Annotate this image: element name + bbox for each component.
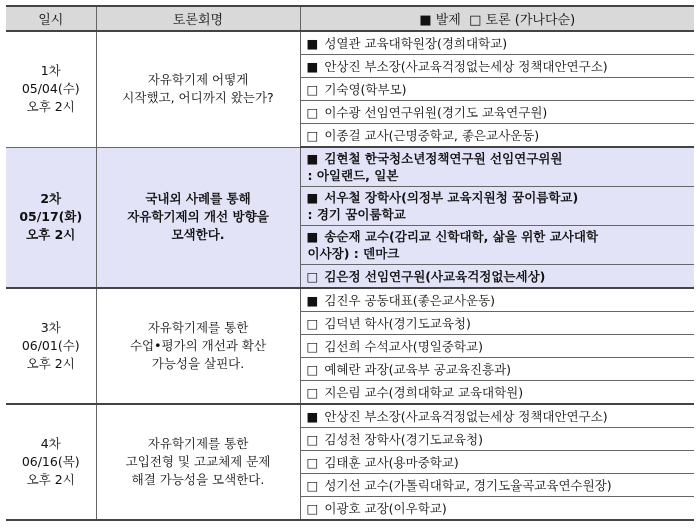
session-2-date-cell bbox=[6, 147, 96, 288]
session-label: 4차 bbox=[40, 436, 61, 451]
participant-text: 김성천 장학사(경기도교육청) bbox=[324, 432, 483, 447]
participant-cell bbox=[300, 78, 694, 101]
topic-line: 고입전형 및 고교체제 문제 bbox=[125, 454, 271, 469]
discussant-mark-icon: □ bbox=[306, 501, 319, 516]
participant-detail: : 경기 꿈이룸학교 bbox=[307, 207, 406, 222]
discussant-mark-icon: □ bbox=[306, 82, 319, 97]
session-4-topic-cell bbox=[96, 404, 300, 520]
session-3-topic-cell bbox=[96, 288, 300, 404]
presenter-mark-icon: ■ bbox=[306, 229, 319, 244]
session-date: 06/16(목) bbox=[21, 454, 80, 469]
participant-text: 김태훈 교사(용마중학교) bbox=[324, 455, 459, 470]
table-row bbox=[6, 404, 694, 428]
header-topic: 토론회명 bbox=[96, 6, 300, 31]
session-label: 3차 bbox=[40, 320, 61, 335]
session-date: 05/04(수) bbox=[21, 81, 80, 97]
participant-text: 이종걸 교사(근명중학교, 좋은교사운동) bbox=[324, 128, 540, 143]
participant-cell bbox=[300, 288, 694, 312]
participant-cell bbox=[300, 31, 694, 55]
participant-text: 예혜란 과장(교육부 공교육진흥과) bbox=[324, 362, 512, 377]
session-1-date-cell bbox=[6, 31, 96, 147]
discussant-mark-icon: □ bbox=[306, 339, 319, 354]
participant-text: 김덕년 학사(경기도교육청) bbox=[324, 316, 471, 331]
discussant-mark-icon: □ bbox=[306, 269, 319, 284]
participant-text: 서우철 장학사(의정부 교육지원청 꿈이름학교) bbox=[324, 190, 579, 205]
topic-line: 자유학기제의 개선 방향을 bbox=[127, 209, 269, 225]
presenter-mark-icon: ■ bbox=[306, 409, 319, 424]
participant-detail: : 아일랜드, 일본 bbox=[307, 168, 399, 183]
discussant-mark-icon: □ bbox=[306, 455, 319, 470]
participant-text: 안상진 부소장(사교육걱정없는세상 정책대안연구소) bbox=[324, 59, 608, 74]
participant-cell bbox=[300, 226, 694, 265]
participant-cell bbox=[300, 265, 694, 289]
session-3-date-cell bbox=[6, 288, 96, 404]
table-row bbox=[6, 31, 694, 55]
topic-line: 가능성을 살핀다. bbox=[151, 356, 245, 371]
discussant-mark-icon: □ bbox=[306, 128, 319, 143]
participant-cell bbox=[300, 404, 694, 428]
topic-line: 해결 가능성을 모색한다. bbox=[131, 472, 265, 487]
discussant-mark-icon: □ bbox=[306, 432, 319, 447]
header-date: 일시 bbox=[6, 6, 96, 31]
session-4-date-cell bbox=[6, 404, 96, 520]
discussant-mark-icon: □ bbox=[306, 385, 319, 400]
participant-cell bbox=[300, 358, 694, 381]
topic-line: 자유학기제를 통한 bbox=[147, 436, 249, 451]
presenter-mark-icon: ■ bbox=[306, 151, 319, 166]
participant-text: 지은림 교수(경희대학교 교육대학원) bbox=[324, 385, 524, 400]
session-date: 05/17(화) bbox=[19, 209, 83, 225]
participant-cell bbox=[300, 428, 694, 451]
participant-cell bbox=[300, 124, 694, 148]
participant-cell bbox=[300, 147, 694, 187]
participant-text: 김은정 선임연구원(사교육걱정없는세상) bbox=[324, 269, 546, 284]
session-time: 오후 2시 bbox=[26, 227, 76, 243]
topic-line: 수업•평가의 개선과 확산 bbox=[129, 338, 267, 353]
discussant-mark-icon: □ bbox=[306, 478, 319, 493]
participant-text: 김현철 한국청소년정책연구원 선임연구위원 bbox=[324, 151, 563, 166]
session-1-topic-cell bbox=[96, 31, 300, 147]
presenter-mark-icon: ■ bbox=[306, 293, 319, 308]
participant-cell bbox=[300, 101, 694, 124]
presenter-mark-icon: ■ bbox=[306, 59, 319, 74]
topic-line: 자유학기제 어떻게 bbox=[147, 72, 249, 88]
participant-cell bbox=[300, 335, 694, 358]
participant-cell bbox=[300, 187, 694, 226]
participant-text: 송순재 교수(감리교 신학대학, 삶을 위한 교사대학 bbox=[324, 229, 599, 244]
header-row bbox=[6, 6, 694, 31]
header-participants: ■ 발제 □ 토론 (가나다순) bbox=[300, 6, 694, 31]
participant-text: 기숙영(학부모) bbox=[324, 82, 407, 97]
participant-text: 성기선 교수(가톨릭대학교, 경기도율곡교육연수원장) bbox=[324, 478, 612, 493]
participant-text: 이광호 교장(이우학교) bbox=[324, 501, 447, 516]
presenter-mark-icon: ■ bbox=[306, 190, 319, 205]
participant-detail: 이사장) : 덴마크 bbox=[307, 246, 400, 261]
session-time: 오후 2시 bbox=[26, 356, 75, 371]
participant-cell bbox=[300, 312, 694, 335]
presenter-mark-icon: ■ bbox=[306, 36, 319, 51]
table-row bbox=[6, 288, 694, 312]
participant-cell bbox=[300, 497, 694, 521]
participant-cell bbox=[300, 55, 694, 78]
participant-text: 성열관 교육대학원장(경희대학교) bbox=[324, 36, 508, 51]
participant-cell bbox=[300, 381, 694, 405]
session-label: 1차 bbox=[40, 63, 61, 79]
topic-line: 시작했고, 어디까지 왔는가? bbox=[122, 90, 274, 106]
participant-text: 안상진 부소장(사교육걱정없는세상 정책대안연구소) bbox=[324, 409, 608, 424]
topic-line: 모색한다. bbox=[171, 227, 225, 243]
table-row bbox=[6, 147, 694, 187]
participant-text: 김진우 공동대표(좋은교사운동) bbox=[324, 293, 496, 308]
topic-line: 국내외 사례를 통해 bbox=[145, 191, 251, 207]
session-time: 오후 2시 bbox=[26, 99, 75, 115]
topic-line: 자유학기제를 통한 bbox=[147, 320, 249, 335]
participant-text: 김선희 수석교사(명일중학교) bbox=[324, 339, 483, 354]
schedule-table-wrapper bbox=[6, 5, 694, 521]
session-label: 2차 bbox=[40, 191, 62, 207]
discussant-mark-icon: □ bbox=[306, 105, 319, 120]
participant-cell bbox=[300, 451, 694, 474]
participant-text: 이수광 선임연구위원(경기도 교육연구원) bbox=[324, 105, 548, 120]
participant-cell bbox=[300, 474, 694, 497]
session-date: 06/01(수) bbox=[21, 338, 80, 353]
discussant-mark-icon: □ bbox=[306, 362, 319, 377]
discussant-mark-icon: □ bbox=[306, 316, 319, 331]
session-time: 오후 2시 bbox=[26, 472, 75, 487]
forum-schedule-table bbox=[6, 5, 694, 521]
session-2-topic-cell bbox=[96, 147, 300, 288]
